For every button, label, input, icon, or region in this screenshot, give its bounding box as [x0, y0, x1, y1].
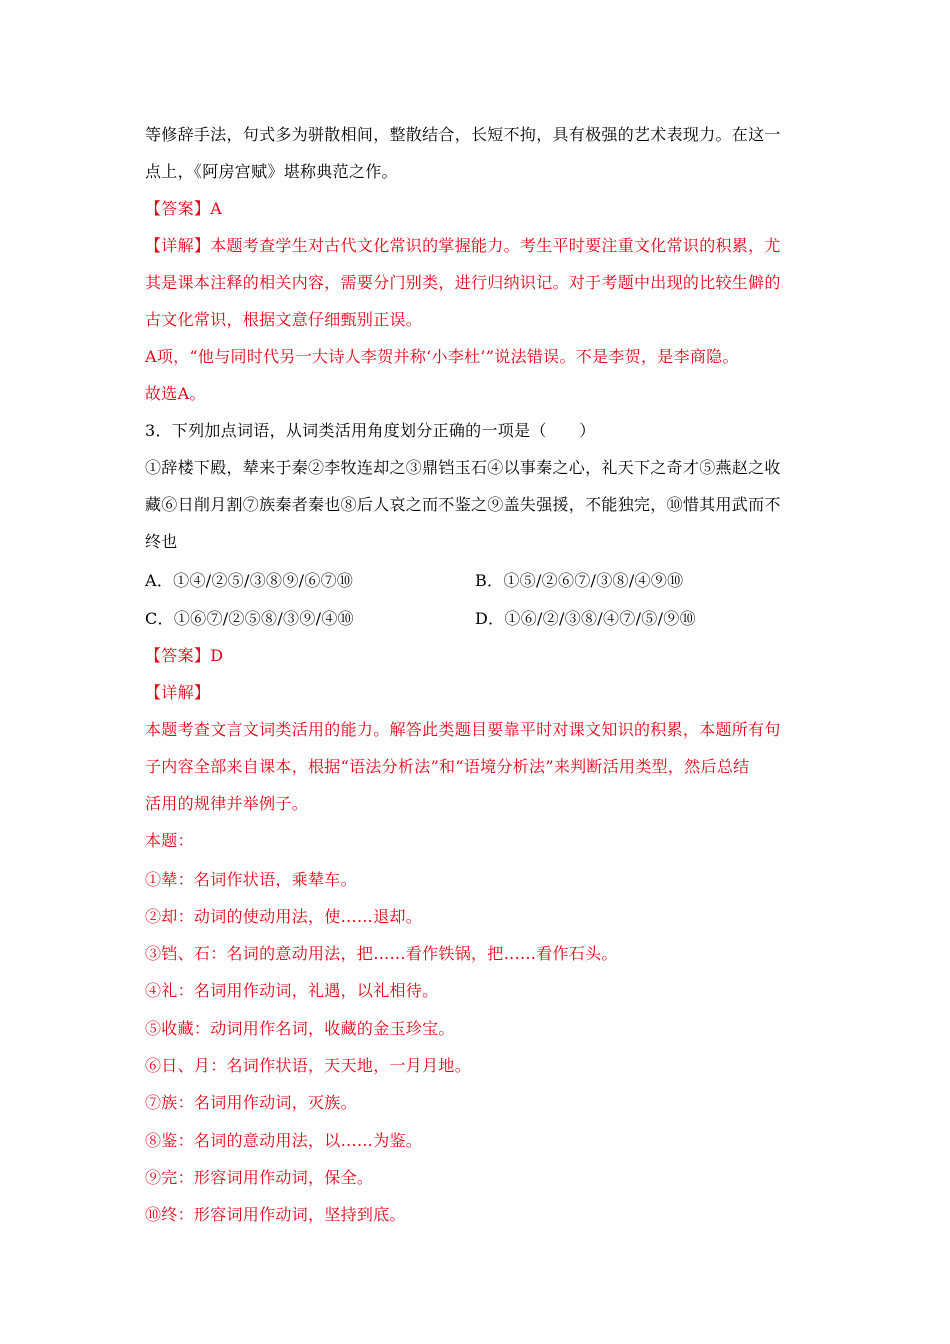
q3-option-c: C．①⑥⑦/②⑤⑧/③⑨/④⑩ [145, 609, 354, 628]
q3-option-b: B．①⑤/②⑥⑦/③⑧/④⑨⑩ [475, 571, 684, 590]
intro-line-1: 等修辞手法，句式多为骈散相间，整散结合，长短不拘，具有极强的艺术表现力。在这一 [145, 125, 781, 144]
q3-detail-line-2: 子内容全部来自课本，根据“语法分析法”和“语境分析法”来判断活用类型，然后总结 [145, 757, 750, 776]
q3-stem: 3．下列加点词语，从词类活用角度划分正确的一项是（ ） [145, 421, 596, 440]
q3-note-2: ②却：动词的使动用法，使……退却。 [145, 907, 423, 926]
q3-detail-title: 【详解】 [145, 683, 211, 702]
q3-note-1: ①辇：名词作状语，乘辇车。 [145, 870, 357, 889]
q2-detail-line-2: 其是课本注释的相关内容，需要分门别类，进行归纳识记。对于考题中出现的比较生僻的 [145, 273, 781, 292]
q3-note-10: ⑩终：形容词用作动词，坚持到底。 [145, 1205, 406, 1224]
q2-detail-line-3: 古文化常识，根据文意仔细甄别正误。 [145, 310, 423, 329]
q2-conclusion: 故选A。 [145, 384, 206, 403]
q2-option-a-note: A项，“他与同时代另一大诗人李贺并称‘小李杜’”说法错误。不是李贺，是李商隐。 [145, 347, 739, 366]
q3-detail-line-3: 活用的规律并举例子。 [145, 794, 309, 813]
q3-note-6: ⑥日、月：名词作状语，天天地，一月月地。 [145, 1056, 472, 1075]
q3-note-5: ⑤收藏：动词用作名词，收藏的金玉珍宝。 [145, 1019, 455, 1038]
q3-detail-line-1: 本题考查文言文词类活用的能力。解答此类题目要靠平时对课文知识的积累，本题所有句 [145, 720, 781, 739]
q3-items-line-1: ①辞楼下殿，辇来于秦②李牧连却之③鼎铛玉石④以事秦之心，礼天下之奇才⑤燕赵之收 [145, 458, 781, 477]
q2-detail-line-1: 【详解】本题考查学生对古代文化常识的掌握能力。考生平时要注重文化常识的积累，尤 [145, 236, 781, 255]
q3-note-7: ⑦族：名词用作动词，灭族。 [145, 1093, 357, 1112]
q3-note-4: ④礼：名词用作动词，礼遇，以礼相待。 [145, 981, 439, 1000]
q3-note-8: ⑧鉴：名词的意动用法，以……为鉴。 [145, 1131, 423, 1150]
q3-answer: 【答案】D [145, 646, 224, 665]
q3-option-a: A．①④/②⑤/③⑧⑨/⑥⑦⑩ [145, 571, 354, 590]
q3-option-d: D．①⑥/②/③⑧/④⑦/⑤/⑨⑩ [475, 609, 696, 628]
q3-note-title: 本题： [145, 831, 194, 850]
q3-note-3: ③铛、石：名词的意动用法，把……看作铁锅，把……看作石头。 [145, 944, 618, 963]
q2-answer: 【答案】A [145, 199, 223, 218]
intro-line-2: 点上，《阿房宫赋》堪称典范之作。 [145, 162, 398, 181]
q3-items-line-2: 藏⑥日削月割⑦族秦者秦也⑧后人哀之而不鉴之⑨盖失强援，不能独完，⑩惜其用武而不 [145, 495, 781, 514]
q3-note-9: ⑨完：形容词用作动词，保全。 [145, 1168, 374, 1187]
q3-items-line-3: 终也 [145, 532, 178, 551]
